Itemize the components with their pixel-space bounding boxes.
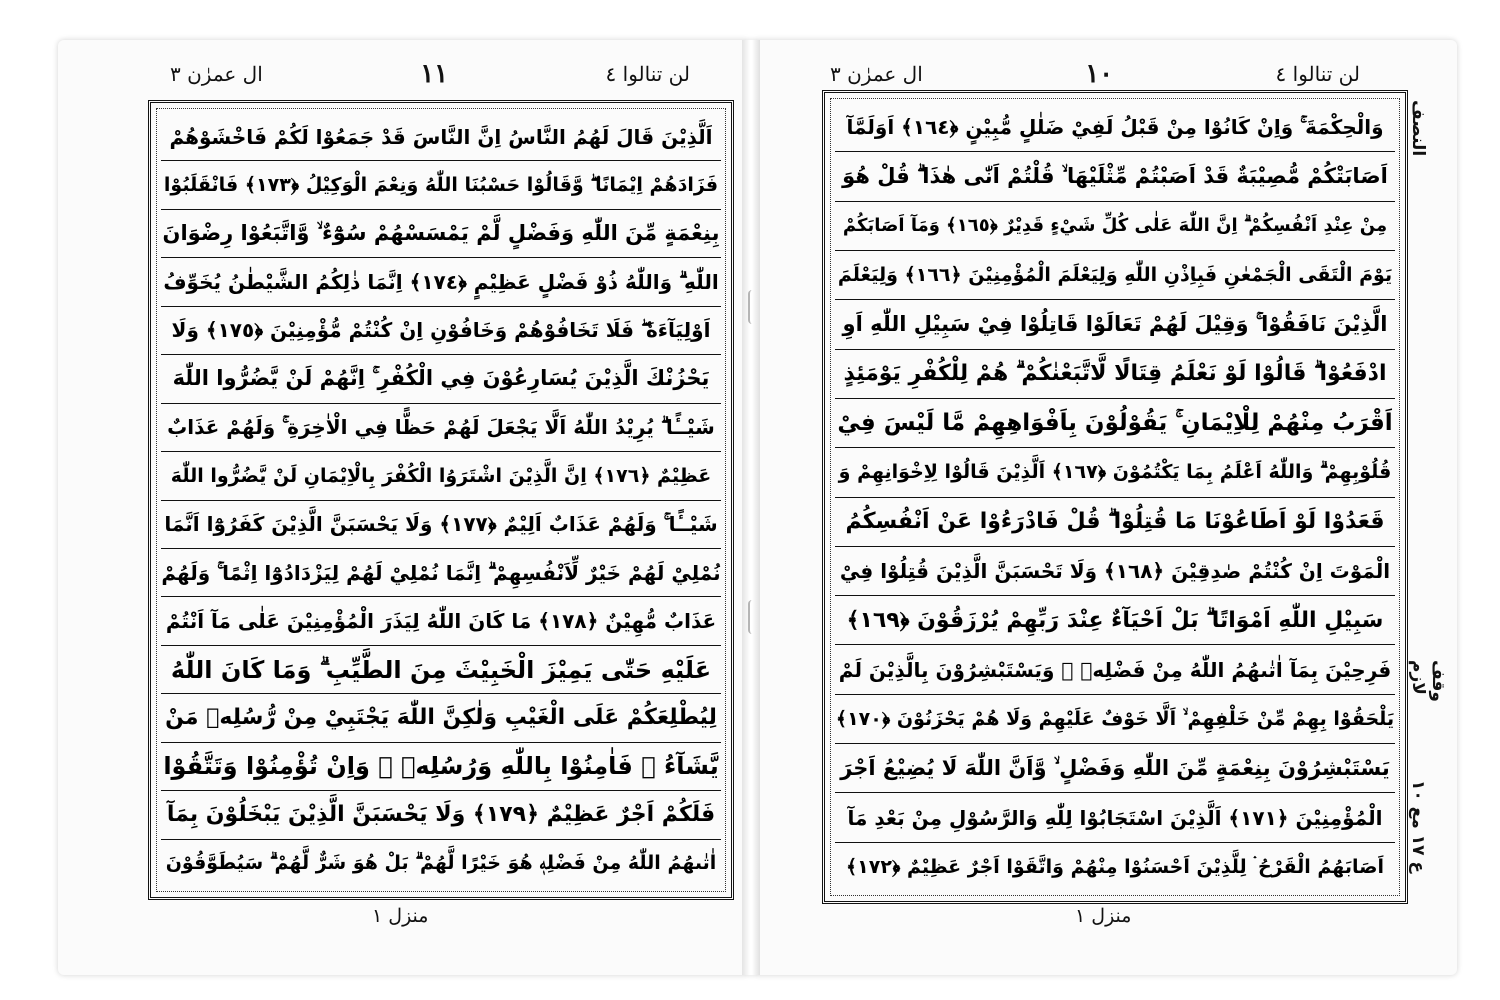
left-page-header (170, 58, 690, 90)
verse-line: اَصَابَتْكُمْ مُّصِيْبَةٌ قَدْ اَصَبْتُمْ مِّثْلَيْهَا ۙ قُلْتُمْ اَنّٰى هٰذَا ۗ قُلْ هُوَ (835, 152, 1395, 201)
right-header-juz: لن تنالوا ٤ (1275, 62, 1360, 86)
verse-line: يَحْزُنْكَ الَّذِيْنَ يُسَارِعُوْنَ فِي الْكُفْرِ ۚ اِنَّهُمْ لَنْ يَّضُرُّوا اللّٰهَ (161, 355, 721, 403)
left-header-surah: ال عمرٰن ٣ (170, 62, 263, 86)
right-page-number: ١٠ (1085, 59, 1114, 89)
verse-line: عَلَيْهِ حَتّٰى يَمِيْزَ الْخَبِيْثَ مِنَ الطَّيِّبِ ۗ وَمَا كَانَ اللّٰهُ (161, 646, 721, 694)
verse-line: الْمُؤْمِنِيْنَ ﴿١٧١﴾ اَلَّذِيْنَ اسْتَجَابُوْا لِلّٰهِ وَالرَّسُوْلِ مِنْ بَعْدِ مَآ (835, 793, 1395, 842)
verse-line: يَسْتَبْشِرُوْنَ بِنِعْمَةٍ مِّنَ اللّٰهِ وَفَضْلٍ ۙ وَّاَنَّ اللّٰهَ لَا يُضِيْعُ اَجْرَ (835, 744, 1395, 793)
left-verse-lines (161, 113, 721, 887)
verse-line: اٰتٰىهُمُ اللّٰهُ مِنْ فَضْلِهٖ هُوَ خَيْرًا لَّهُمْ ۗ بَلْ هُوَ شَرٌّ لَّهُمْ ۗ سَيُطَوَّقُوْنَ (165, 852, 717, 875)
verse-line: ادْفَعُوْا ۗ قَالُوْا لَوْ نَعْلَمُ قِتَالًا لَّاتَّبَعْنٰكُمْ ۗ هُمْ لِلْكُفْرِ يَوْمَئِذٍ (835, 350, 1395, 399)
book-gutter (742, 40, 760, 975)
verse-line: بِنِعْمَةٍ مِّنَ اللّٰهِ وَفَضْلٍ لَّمْ يَمْسَسْهُمْ سُوْٓءٌ ۙ وَّاتَّبَعُوْا رِضْوَانَ (161, 210, 721, 258)
verse-line: قُلُوْبِهِمْ ۗ وَاللّٰهُ اَعْلَمُ بِمَا يَكْتُمُوْنَ ﴿١٦٧﴾ اَلَّذِيْنَ قَالُوْا لِاِخْوَانِهِمْ وَ (835, 448, 1395, 497)
verse-line: يَوْمَ الْتَقَى الْجَمْعٰنِ فَبِاِذْنِ اللّٰهِ وَلِيَعْلَمَ الْمُؤْمِنِيْنَ ﴿١٦٦﴾ وَلِيَعْلَمَ (835, 251, 1395, 300)
verse-line: عَذَابٌ مُّهِيْنٌ ﴿١٧٨﴾ مَا كَانَ اللّٰهُ لِيَذَرَ الْمُؤْمِنِيْنَ عَلٰى مَآ اَنْتُمْ (161, 597, 721, 645)
verse-line: سَبِيْلِ اللّٰهِ اَمْوَاتًا ۗ بَلْ اَحْيَآءٌ عِنْدَ رَبِّهِمْ يُرْزَقُوْنَ ﴿١٦٩﴾ (835, 596, 1395, 645)
margin-note-half: النصف (1408, 100, 1428, 157)
verse-line: اللّٰهِ ۗ وَاللّٰهُ ذُوْ فَضْلٍ عَظِيْمٍ ﴿١٧٤﴾ اِنَّمَا ذٰلِكُمُ الشَّيْطٰنُ يُخَوِّفُ (161, 258, 721, 306)
verse-line: اَلَّذِيْنَ قَالَ لَهُمُ النَّاسُ اِنَّ النَّاسَ قَدْ جَمَعُوْا لَكُمْ فَاخْشَوْهُمْ (161, 113, 721, 161)
left-text-frame (148, 100, 734, 900)
verse-line: شَيْــًٔا ۗ يُرِيْدُ اللّٰهُ اَلَّا يَجْعَلَ لَهُمْ حَظًّا فِي الْاٰخِرَةِ ۚ وَلَهُمْ عَذَابٌ (161, 404, 721, 452)
verse-line: يَلْحَقُوْا بِهِمْ مِّنْ خَلْفِهِمْ ۙ اَلَّا خَوْفٌ عَلَيْهِمْ وَلَا هُمْ يَحْزَنُوْنَ ﴿١٧٠﴾ (835, 695, 1395, 744)
margin-note-waqf: وقف لازم (1408, 660, 1448, 702)
verse-line: اَقْرَبُ مِنْهُمْ لِلْاِيْمَانِ ۚ يَقُوْلُوْنَ بِاَفْوَاهِهِمْ مَّا لَيْسَ فِيْ (835, 399, 1395, 448)
verse-line: فَلَكُمْ اَجْرٌ عَظِيْمٌ ﴿١٧٩﴾ وَلَا يَحْسَبَنَّ الَّذِيْنَ يَبْخَلُوْنَ بِمَآ (161, 791, 721, 839)
verse-line: لِيُطْلِعَكُمْ عَلَى الْغَيْبِ وَلٰكِنَّ اللّٰهَ يَجْتَبِيْ مِنْ رُّسُلِهٖ مَنْ (161, 694, 721, 742)
binding-stitch (748, 600, 756, 634)
margin-note-ruku: ع ١٧ مع ١٠ (1408, 780, 1428, 874)
left-header-juz: لن تنالوا ٤ (605, 62, 690, 86)
verse-line: وَالْحِكْمَةَ ۚ وَاِنْ كَانُوْا مِنْ قَبْلُ لَفِيْ ضَلٰلٍ مُّبِيْنٍ ﴿١٦٤﴾ اَوَلَمَّآ (835, 103, 1395, 152)
verse-line: يَّشَآءُ ۖ فَاٰمِنُوْا بِاللّٰهِ وَرُسُلِهٖ ۚ وَاِنْ تُؤْمِنُوْا وَتَتَّقُوْا (161, 743, 721, 791)
right-header-surah: ال عمرٰن ٣ (830, 62, 923, 86)
binding-stitch (748, 290, 756, 324)
verse-line: اَوْلِيَآءَهٗ ۖ فَلَا تَخَافُوْهُمْ وَخَافُوْنِ اِنْ كُنْتُمْ مُّؤْمِنِيْنَ ﴿١٧٥﴾ وَلَا (161, 307, 721, 355)
right-page-header (830, 58, 1360, 90)
verse-line: فَزَادَهُمْ اِيْمَانًا ۖ وَّقَالُوْا حَسْبُنَا اللّٰهُ وَنِعْمَ الْوَكِيْلُ ﴿١٧٣﴾ فَانْقَلَبُوْا (161, 161, 721, 209)
verse-line: قَعَدُوْا لَوْ اَطَاعُوْنَا مَا قُتِلُوْا ۗ قُلْ فَادْرَءُوْا عَنْ اَنْفُسِكُمُ (835, 498, 1395, 547)
verse-line: فَرِحِيْنَ بِمَآ اٰتٰىهُمُ اللّٰهُ مِنْ فَضْلِهٖ ۙ وَيَسْتَبْشِرُوْنَ بِالَّذِيْنَ لَمْ (835, 645, 1395, 694)
right-verse-lines (835, 103, 1395, 891)
verse-line: مِنْ عِنْدِ اَنْفُسِكُمْ ۗ اِنَّ اللّٰهَ عَلٰى كُلِّ شَيْءٍ قَدِيْرٌ ﴿١٦٥﴾ وَمَآ اَصَابَكُمْ (835, 202, 1395, 251)
verse-line: نُمْلِيْ لَهُمْ خَيْرٌ لِّاَنْفُسِهِمْ ۗ اِنَّمَا نُمْلِيْ لَهُمْ لِيَزْدَادُوْٓا اِثْمًا ۚ وَلَهُمْ (161, 549, 721, 597)
verse-line: شَيْــًٔا ۚ وَلَهُمْ عَذَابٌ اَلِيْمٌ ﴿١٧٧﴾ وَلَا يَحْسَبَنَّ الَّذِيْنَ كَفَرُوْٓا اَنَّمَا (161, 501, 721, 549)
verse-line: الَّذِيْنَ نَافَقُوْا ۚ وَقِيْلَ لَهُمْ تَعَالَوْا قَاتِلُوْا فِيْ سَبِيْلِ اللّٰهِ اَوِ (835, 300, 1395, 349)
verse-line: اَصَابَهُمُ الْقَرْحُ ۛ لِلَّذِيْنَ اَحْسَنُوْا مِنْهُمْ وَاتَّقَوْا اَجْرٌ عَظِيْمٌ ﴿١٧٢﴾ (846, 855, 1384, 878)
left-page-footer: منزل ١ (372, 905, 429, 927)
verse-line: عَظِيْمٌ ﴿١٧٦﴾ اِنَّ الَّذِيْنَ اشْتَرَوُا الْكُفْرَ بِالْاِيْمَانِ لَنْ يَّضُرُّوا اللّٰهَ (161, 452, 721, 500)
right-page-footer: منزل ١ (1075, 905, 1132, 927)
left-page-number: ١١ (420, 59, 449, 89)
right-text-frame (822, 90, 1408, 904)
verse-line: الْمَوْتَ اِنْ كُنْتُمْ صٰدِقِيْنَ ﴿١٦٨﴾ وَلَا تَحْسَبَنَّ الَّذِيْنَ قُتِلُوْا فِيْ (835, 547, 1395, 596)
